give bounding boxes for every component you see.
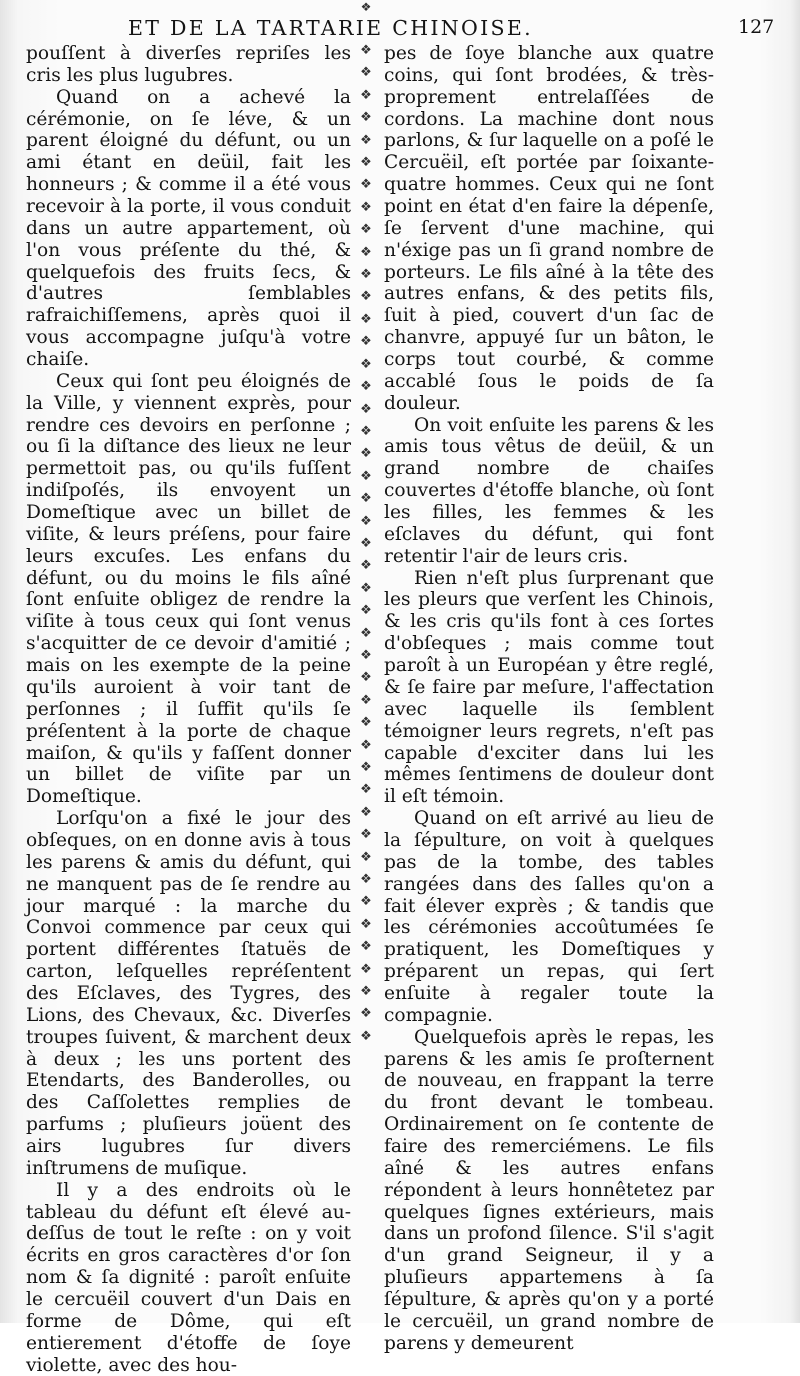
divider-ornament-glyph: ❖ <box>360 379 372 395</box>
divider-ornament-glyph: ❖ <box>360 760 372 775</box>
divider-ornament-glyph: ❖ <box>360 715 372 731</box>
divider-ornament-glyph: ❖ <box>360 110 372 126</box>
page-header <box>0 10 800 40</box>
divider-ornament-glyph: ❖ <box>360 827 372 843</box>
right-column <box>384 43 714 1355</box>
divider-ornament-glyph: ❖ <box>360 423 372 439</box>
divider-ornament-glyph: ❖ <box>360 356 372 372</box>
divider-ornament-glyph: ❖ <box>360 1028 372 1044</box>
paragraph: On voit enſuite les parens & les amis tous vêtus de deüil, & un grand nombre de chaiſes couvertes d'étoffe blanche, où ſont les filles, les femmes & les eſclaves du défunt, qui font retentir l'air de leurs cris. <box>384 414 714 567</box>
paragraph: Rien n'eſt plus ſurprenant que les pleurs que verſent les Chinois, & les cris qu'ils font à ces ſortes d'obſeques ; mais comme tout paroît à un Européan y être reglé, & ſe faire par meſure, l'affectation avec laquelle ils ſemblent témoigner leurs regrets, n'eſt pas capable d'exciter dans lui les mêmes ſentimens de douleur dont il eſt témoin. <box>384 567 714 808</box>
divider-ornament-glyph: ❖ <box>360 894 372 910</box>
divider-ornament-glyph: ❖ <box>360 468 372 484</box>
divider-ornament-glyph: ❖ <box>360 984 372 1000</box>
divider-ornament-glyph: ❖ <box>360 222 372 238</box>
left-column <box>26 43 351 1376</box>
divider-ornament-glyph: ❖ <box>360 737 372 753</box>
divider-ornament-glyph: ❖ <box>360 872 372 888</box>
column-divider-ornament <box>355 40 377 1060</box>
divider-ornament-glyph: ❖ <box>360 177 372 193</box>
divider-ornament-glyph: ❖ <box>360 43 372 58</box>
divider-ornament-glyph: ❖ <box>360 446 372 462</box>
divider-ornament-glyph: ❖ <box>360 603 372 619</box>
divider-ornament-glyph: ❖ <box>360 625 372 641</box>
divider-ornament-glyph: ❖ <box>360 961 372 977</box>
divider-ornament-glyph: ❖ <box>360 849 372 865</box>
divider-ornament-glyph: ❖ <box>360 244 372 260</box>
divider-ornament-glyph: ❖ <box>360 513 372 529</box>
divider-ornament-glyph: ❖ <box>360 782 372 798</box>
divider-ornament-glyph: ❖ <box>360 267 372 283</box>
divider-ornament-glyph: ❖ <box>360 1006 372 1022</box>
paragraph: Quand on a achevé la cérémonie, on ſe léve, & un parent éloigné du défunt, ou un ami étant en deüil, fait les honneurs ; & comme il a été vous recevoir à la porte, il vous conduit dans un autre appartement, où l'on vous préſente du thé, & quelquefois des fruits ſecs, & d'autres ſemblables rafraichiſſemens, après quoi il vous accompagne juſqu'à votre chaiſe. <box>26 86 351 371</box>
paragraph: Quand on eſt arrivé au lieu de la ſépulture, on voit à quelques pas de la tombe, des tables rangées dans des ſalles qu'on a fait élever exprès ; & tandis que les cérémonies accoûtumées ſe pratiquent, les Domeſtiques y préparent un repas, qui ſert enſuite à regaler toute la compagnie. <box>384 808 714 1026</box>
divider-ornament-glyph: ❖ <box>360 916 372 932</box>
divider-ornament-glyph: ❖ <box>360 334 372 350</box>
divider-ornament-glyph: ❖ <box>360 491 372 507</box>
divider-ornament-glyph: ❖ <box>360 939 372 955</box>
divider-ornament-glyph: ❖ <box>360 535 372 551</box>
divider-ornament-glyph: ❖ <box>360 558 372 574</box>
divider-ornament-glyph: ❖ <box>360 804 372 820</box>
divider-ornament-glyph: ❖ <box>360 65 372 81</box>
running-title: ET DE LA TARTARIE CHINOISE. <box>128 16 533 40</box>
divider-ornament-glyph: ❖ <box>360 401 372 417</box>
paragraph: pouſſent à diverſes repriſes les cris les plus lugubres. <box>26 43 351 86</box>
divider-ornament-glyph: ❖ <box>360 87 372 103</box>
divider-ornament-glyph: ❖ <box>360 155 372 171</box>
top-ornament: ❖ <box>360 0 372 14</box>
paragraph: Il y a des endroits où le tableau du défunt eſt élevé au-deſſus de tout le reſte : on y voit écrits en gros caractères d'or ſon nom & ſa dignité : paroît enſuite le cercuëil couvert d'un Dais en forme de Dôme, qui eſt entierement d'étoffe de ſoye violette, avec des hou- <box>26 1179 351 1376</box>
divider-ornament-glyph: ❖ <box>360 289 372 305</box>
paragraph: pes de ſoye blanche aux quatre coins, qui ſont brodées, & très-proprement entrelaſſées de cordons. La machine dont nous parlons, & ſur laquelle on a poſé le Cercuëil, eſt portée par ſoixante-quatre hommes. Ceux qui ne ſont point en état d'en faire la dépenſe, ſe ſervent d'une machine, qui n'éxige pas un ſi grand nombre de porteurs. Le fils aîné à la tête des autres enfans, & des petits fils, ſuit à pied, couvert d'un ſac de chanvre, appuyé ſur un bâton, le corps tout courbé, & comme accablé ſous le poids de ſa douleur. <box>384 43 714 414</box>
paragraph: Quelquefois après le repas, les parens & les amis ſe proſternent de nouveau, en frappant la terre du front devant le tombeau. Ordinairement on ſe contente de faire des remerciémens. Le fils aîné & les autres enfans répondent à leurs honnêtetez par quelques ſignes extérieurs, mais dans un profond ſilence. S'il s'agit d'un grand Seigneur, il y a pluſieurs appartemens à ſa ſépulture, & après qu'on y a porté le cercuëil, un grand nombre de parens y demeurent <box>384 1026 714 1354</box>
divider-ornament-glyph: ❖ <box>360 692 372 708</box>
divider-ornament-glyph: ❖ <box>360 199 372 215</box>
divider-ornament-glyph: ❖ <box>360 580 372 596</box>
divider-ornament-glyph: ❖ <box>360 132 372 148</box>
paragraph: Lorſqu'on a fixé le jour des obſeques, on en donne avis à tous les parens & amis du défunt, qui ne manquent pas de ſe rendre au jour marqué : la marche du Convoi commence par ceux qui portent différentes ſtatuës de carton, leſquelles repréſentent des Eſclaves, des Tygres, des Lions, des Chevaux, &c. Diverſes troupes ſuivent, & marchent deux à deux ; les uns portent des Etendarts, des Banderolles, ou des Caſſolettes remplies de parfums ; pluſieurs joüent des airs lugubres ſur divers inſtrumens de muſique. <box>26 808 351 1179</box>
paragraph: Ceux qui ſont peu éloignés de la Ville, y viennent exprès, pour rendre ces devoirs en perſonne ; ou ſi la diſtance des lieux ne leur permettoit pas, ou qu'ils fuſſent indiſpoſés, ils envoyent un Domeſtique avec un billet de viſite, & leurs préſens, pour faire leurs excuſes. Les enfans du défunt, ou du moins le fils aîné ſont enſuite obligez de rendre la viſite à tous ceux qui ſont venus s'acquitter de ce devoir d'amitié ; mais on les exempte de la peine qu'ils auroient à voir tant de perſonnes ; il ſuffit qu'ils ſe préſentent à la porte de chaque maiſon, & qu'ils y faſſent donner un billet de viſite par un Domeſtique. <box>26 370 351 808</box>
divider-ornament-glyph: ❖ <box>360 311 372 327</box>
page-number: 127 <box>738 16 775 38</box>
divider-ornament-glyph: ❖ <box>360 647 372 663</box>
divider-ornament-glyph: ❖ <box>360 670 372 686</box>
